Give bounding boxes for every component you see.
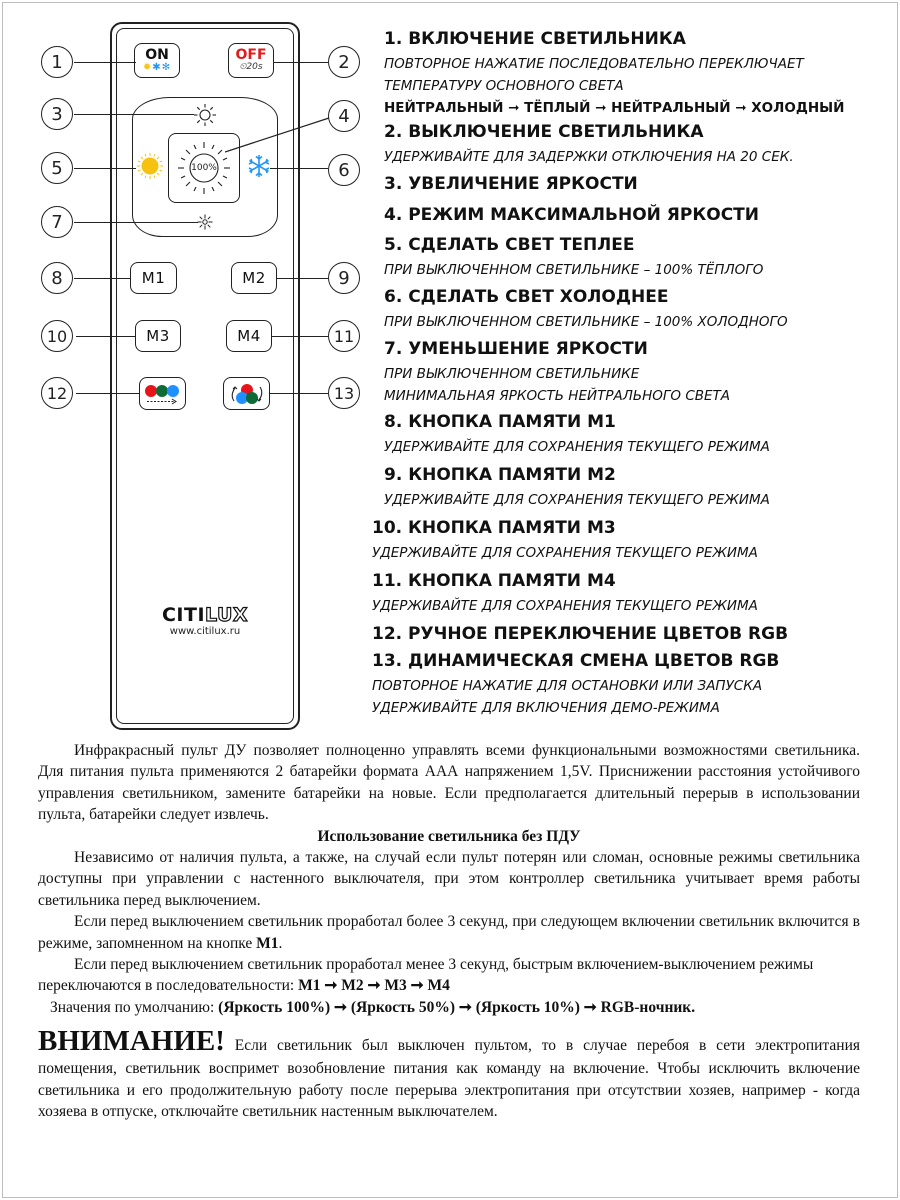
callout-6: 6 bbox=[328, 154, 360, 186]
paragraph-no-remote: Независимо от наличия пульта, а также, на случай если пульт потерян или сломан, основные режимы светильника доступны при управлении с настенного выключателя, при этом контроллер светильника учитывает время работы светильника перед выключением. bbox=[38, 849, 860, 909]
m2-label: M2 bbox=[242, 269, 266, 287]
leader-line-9 bbox=[276, 278, 328, 279]
colder-button[interactable] bbox=[247, 154, 271, 178]
m4-label: M4 bbox=[237, 327, 261, 345]
brand-url: www.citilux.ru bbox=[169, 626, 241, 637]
instruction-1: 1. ВКЛЮЧЕНИЕ СВЕТИЛЬНИКА ПОВТОРНОЕ НАЖАТИЕ ПОСЛЕДОВАТЕЛЬНО ПЕРЕКЛЮЧАЕТ ТЕМПЕРАТУРУ ОСНОВНОГО СВЕТА НЕЙТРАЛЬНЫЙ ➞ ТЁПЛЫЙ ➞ НЕЙТРАЛЬНЫЙ ➞ ХОЛОДНЫЙ bbox=[384, 26, 884, 119]
instruction-13: 13. ДИНАМИЧЕСКАЯ СМЕНА ЦВЕТОВ RGB ПОВТОРНОЕ НАЖАТИЕ ДЛЯ ОСТАНОВКИ ИЛИ ЗАПУСКА УДЕРЖИВАЙТЕ ДЛЯ ВКЛЮЧЕНИЯ ДЕМО-РЕЖИМА bbox=[372, 651, 780, 716]
logo-citi: CITI bbox=[161, 604, 206, 626]
brightness-up-button[interactable] bbox=[193, 103, 217, 127]
sun-small-icon bbox=[198, 215, 213, 230]
warmer-button[interactable] bbox=[136, 152, 164, 180]
leader-line-10 bbox=[76, 336, 136, 337]
instruction-12: 12. РУЧНОЕ ПЕРЕКЛЮЧЕНИЕ ЦВЕТОВ RGB bbox=[372, 624, 789, 644]
temperature-sequence: НЕЙТРАЛЬНЫЙ ➞ ТЁПЛЫЙ ➞ НЕЙТРАЛЬНЫЙ ➞ ХОЛОДНЫЙ bbox=[384, 100, 845, 116]
leader-line-12 bbox=[76, 393, 140, 394]
callout-8: 8 bbox=[41, 262, 73, 294]
brightness-down-button[interactable] bbox=[197, 214, 213, 230]
leader-line-6 bbox=[270, 168, 328, 169]
instruction-6: 6. СДЕЛАТЬ СВЕТ ХОЛОДНЕЕ ПРИ ВЫКЛЮЧЕННОМ СВЕТИЛЬНИКЕ – 100% ХОЛОДНОГО bbox=[384, 287, 788, 330]
m2-button[interactable] bbox=[231, 262, 277, 294]
instruction-8: 8. КНОПКА ПАМЯТИ М1 УДЕРЖИВАЙТЕ ДЛЯ СОХРАНЕНИЯ ТЕКУЩЕГО РЕЖИМА bbox=[384, 412, 770, 455]
leader-line-8 bbox=[74, 278, 131, 279]
timer-20s-icon: ⏲20s bbox=[239, 62, 263, 72]
leader-line-3 bbox=[74, 114, 194, 115]
rgb-cycle-icon bbox=[226, 379, 268, 409]
on-button[interactable] bbox=[134, 43, 180, 78]
callout-9: 9 bbox=[328, 262, 360, 294]
instruction-4: 4. РЕЖИМ МАКСИМАЛЬНОЙ ЯРКОСТИ bbox=[384, 205, 759, 225]
rgb-dynamic-button[interactable] bbox=[223, 377, 270, 410]
leader-line-2 bbox=[274, 62, 328, 63]
m3-label: M3 bbox=[146, 327, 170, 345]
m1-button[interactable] bbox=[130, 262, 177, 294]
button-instructions-list bbox=[372, 26, 884, 719]
leader-line-13 bbox=[269, 393, 328, 394]
defaults-line: Значения по умолчанию: (Яркость 100%) ➞ (Яркость 50%) ➞ (Яркость 10%) ➞ RGB-ночник. bbox=[50, 998, 696, 1016]
half-snowflake-icon: ✱ bbox=[152, 62, 162, 73]
leader-line-11 bbox=[271, 336, 328, 337]
off-label: OFF bbox=[235, 47, 267, 63]
callout-7: 7 bbox=[41, 206, 73, 238]
default-values: (Яркость 100%) ➞ (Яркость 50%) ➞ (Яркость 10%) ➞ RGB-ночник. bbox=[218, 998, 696, 1016]
body-text bbox=[38, 740, 860, 1123]
paragraph-under-3s: Если перед выключением светильник проработал менее 3 секунд, быстрым включением-выключением режимы переключаются в последовательности: М1 ➞ М2 ➞ М3 ➞ М4 bbox=[38, 956, 814, 995]
sun-outline-icon bbox=[194, 104, 216, 126]
m3-button[interactable] bbox=[135, 320, 181, 352]
color-temperature-icons bbox=[143, 62, 171, 73]
section-heading: Использование светильника без ПДУ bbox=[317, 827, 581, 845]
instruction-3: 3. УВЕЛИЧЕНИЕ ЯРКОСТИ bbox=[384, 174, 638, 194]
on-label: ON bbox=[145, 47, 169, 63]
instruction-11: 11. КНОПКА ПАМЯТИ М4 УДЕРЖИВАЙТЕ ДЛЯ СОХРАНЕНИЯ ТЕКУЩЕГО РЕЖИМА bbox=[372, 571, 758, 614]
sun-filled-icon bbox=[137, 153, 163, 179]
leader-line-7 bbox=[74, 222, 198, 223]
off-button[interactable] bbox=[228, 43, 274, 78]
instruction-7: 7. УМЕНЬШЕНИЕ ЯРКОСТИ ПРИ ВЫКЛЮЧЕННОМ СВЕТИЛЬНИКЕ МИНИМАЛЬНАЯ ЯРКОСТЬ НЕЙТРАЛЬНОГО СВЕТА bbox=[384, 339, 731, 404]
leader-line-1 bbox=[74, 62, 136, 63]
instruction-10: 10. КНОПКА ПАМЯТИ М3 УДЕРЖИВАЙТЕ ДЛЯ СОХРАНЕНИЯ ТЕКУЩЕГО РЕЖИМА bbox=[372, 518, 758, 561]
callout-1: 1 bbox=[41, 46, 73, 78]
attention-label: ВНИМАНИЕ! bbox=[38, 1025, 225, 1058]
snowflake-icon: ✻ bbox=[161, 62, 172, 73]
callout-11: 11 bbox=[328, 320, 360, 352]
mode-sequence: М1 ➞ М2 ➞ М3 ➞ М4 bbox=[298, 977, 450, 995]
instruction-5: 5. СДЕЛАТЬ СВЕТ ТЕПЛЕЕ ПРИ ВЫКЛЮЧЕННОМ СВЕТИЛЬНИКЕ – 100% ТЁПЛОГО bbox=[384, 235, 764, 278]
max-brightness-label: 100% bbox=[191, 163, 217, 173]
logo-lux: LUX bbox=[205, 604, 249, 626]
m4-button[interactable] bbox=[226, 320, 272, 352]
callout-13: 13 bbox=[328, 377, 360, 409]
callout-10: 10 bbox=[41, 320, 73, 352]
paragraph-over-3s: Если перед выключением светильник проработал более 3 секунд, при следующем включении светильник включится в режиме, запомненном на кнопке М1. bbox=[38, 913, 860, 952]
leader-line-4 bbox=[225, 116, 331, 156]
callout-3: 3 bbox=[41, 98, 73, 130]
rgb-sequence-icon bbox=[142, 380, 184, 408]
callout-5: 5 bbox=[41, 152, 73, 184]
instruction-2: 2. ВЫКЛЮЧЕНИЕ СВЕТИЛЬНИКА УДЕРЖИВАЙТЕ ДЛЯ ЗАДЕРЖКИ ОТКЛЮЧЕНИЯ НА 20 СЕК. bbox=[384, 122, 794, 165]
rgb-manual-button[interactable] bbox=[139, 377, 186, 410]
sun-icon: ✹ bbox=[142, 62, 153, 73]
snowflake-icon bbox=[249, 155, 269, 177]
leader-line-5 bbox=[74, 168, 136, 169]
callout-12: 12 bbox=[41, 377, 73, 409]
m1-label: M1 bbox=[141, 269, 166, 287]
callout-2: 2 bbox=[328, 46, 360, 78]
intro-paragraph: Инфракрасный пульт ДУ позволяет полноценно управлять всеми функциональными возможностями светильника. Для питания пульта применяются 2 батарейки формата ААА напряжением 1,5V. Приснижении расстояния устойчивого управления светильником, замените батарейки на новые. Если предполагается длительный перерыв в использовании пульта, батарейки следует извлечь. bbox=[38, 742, 860, 824]
citilux-logo bbox=[150, 604, 260, 637]
callout-4: 4 bbox=[328, 100, 360, 132]
instruction-9: 9. КНОПКА ПАМЯТИ М2 УДЕРЖИВАЙТЕ ДЛЯ СОХРАНЕНИЯ ТЕКУЩЕГО РЕЖИМА bbox=[384, 465, 770, 508]
attention-paragraph: ВНИМАНИЕ! Если светильник был выключен пультом, то в случае перебоя в сети электропитания помещения, светильник воспримет возобновление питания как команду на включение. Чтобы исключить включение светильника и его продолжительную работу после перерыва электропитания при отсутствии хозяев, например - когда хозяева в отпуске, отключайте светильник настенным выключателем. bbox=[38, 1025, 860, 1121]
